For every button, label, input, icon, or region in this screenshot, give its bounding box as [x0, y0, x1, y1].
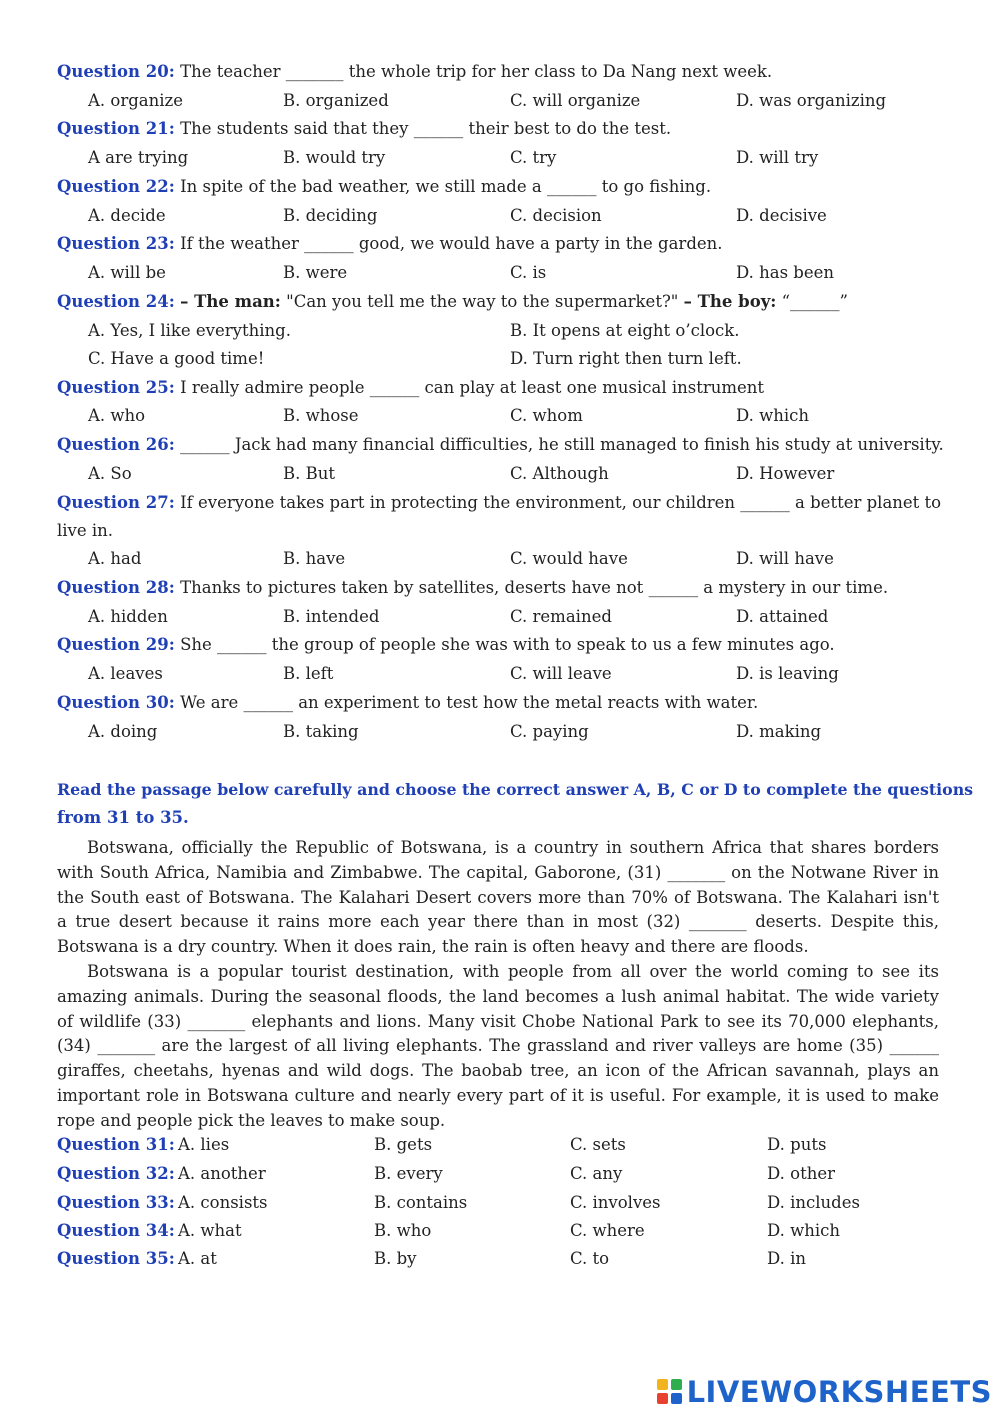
question-29-stem: Question 29: She ______ the group of people she was with to speak to us a few minutes ago. [57, 635, 835, 654]
q24-option-b[interactable]: B. It opens at eight o’clock. [510, 321, 740, 340]
liveworksheets-logo[interactable] [657, 1375, 992, 1409]
q32-option-c[interactable]: C. any [570, 1164, 623, 1183]
q35-option-d[interactable]: D. in [767, 1249, 807, 1268]
q28-option-b[interactable]: B. intended [283, 607, 380, 626]
q24-option-a[interactable]: A. Yes, I like everything. [88, 321, 291, 340]
q20-option-b[interactable]: B. organized [283, 91, 389, 110]
q25-option-c[interactable]: C. whom [510, 406, 583, 425]
q30-option-c[interactable]: C. paying [510, 722, 589, 741]
q28-option-c[interactable]: C. remained [510, 607, 612, 626]
question-30-stem: Question 30: We are ______ an experiment to test how the metal reacts with water. [57, 693, 759, 712]
q20-option-a[interactable]: A. organize [88, 91, 183, 110]
q34-option-d[interactable]: D. which [767, 1221, 841, 1240]
q25-option-a[interactable]: A. who [88, 406, 146, 425]
q28-option-a[interactable]: A. hidden [88, 607, 168, 626]
question-22-stem: Question 22: In spite of the bad weather, we still made a ______ to go fishing. [57, 177, 712, 196]
q30-option-b[interactable]: B. taking [283, 722, 359, 741]
q27-option-d[interactable]: D. will have [736, 549, 834, 568]
q27-option-b[interactable]: B. have [283, 549, 346, 568]
passage-paragraph-1: Botswana, officially the Republic of Botswana, is a country in southern Africa that shares borders with South Africa, Namibia and Zimbabwe. The capital, Gaborone, (31) _______ on the Notwane River in the South east of Botswana. The Kalahari Desert covers more than 70% of Botswana. The Kalahari isn't a true desert because it rains more each year there than in most (32) _______ deserts. Despite this, Botswana is a dry country. When it does rain, the rain is often heavy and there are floods. [57, 838, 939, 957]
q24-option-d[interactable]: D. Turn right then turn left. [510, 349, 742, 368]
reading-instruction: Read the passage below carefully and choose the correct answer A, B, C or D to complete the questions from 31 to 35. [57, 780, 974, 827]
q33-option-d[interactable]: D. includes [767, 1193, 860, 1212]
q35-option-b[interactable]: B. by [374, 1249, 417, 1268]
q29-option-b[interactable]: B. left [283, 664, 334, 683]
question-31-label: Question 31: [57, 1135, 175, 1154]
q31-option-c[interactable]: C. sets [570, 1135, 626, 1154]
q27-option-c[interactable]: C. would have [510, 549, 628, 568]
question-28-stem: Question 28: Thanks to pictures taken by satellites, deserts have not ______ a mystery in our time. [57, 578, 889, 597]
question-35-label: Question 35: [57, 1249, 175, 1268]
q23-option-b[interactable]: B. were [283, 263, 348, 282]
q22-option-a[interactable]: A. decide [88, 206, 166, 225]
question-24-stem: Question 24: – The man: "Can you tell me the way to the supermarket?" – The boy: “______” [57, 292, 848, 311]
q22-option-c[interactable]: C. decision [510, 206, 602, 225]
q33-option-c[interactable]: C. involves [570, 1193, 661, 1212]
q34-option-a[interactable]: A. what [178, 1221, 242, 1240]
question-20-stem: Question 20: The teacher _______ the whole trip for her class to Da Nang next week. [57, 62, 773, 81]
q21-option-a[interactable]: A are trying [88, 148, 189, 167]
q33-option-b[interactable]: B. contains [374, 1193, 468, 1212]
liveworksheets-logo-icon [657, 1379, 683, 1405]
q32-option-d[interactable]: D. other [767, 1164, 835, 1183]
question-21-stem: Question 21: The students said that they ______ their best to do the test. [57, 119, 672, 138]
q24-option-c[interactable]: C. Have a good time! [88, 349, 265, 368]
question-23-stem: Question 23: If the weather ______ good, we would have a party in the garden. [57, 234, 723, 253]
q34-option-c[interactable]: C. where [570, 1221, 645, 1240]
q26-option-b[interactable]: B. But [283, 464, 335, 483]
q26-option-a[interactable]: A. So [88, 464, 132, 483]
q31-option-d[interactable]: D. puts [767, 1135, 827, 1154]
q22-option-b[interactable]: B. deciding [283, 206, 378, 225]
q35-option-a[interactable]: A. at [178, 1249, 217, 1268]
question-27-stem-line2: live in. [57, 521, 114, 540]
q28-option-d[interactable]: D. attained [736, 607, 829, 626]
q29-option-a[interactable]: A. leaves [88, 664, 163, 683]
passage-paragraph-2: Botswana is a popular tourist destination, with people from all over the world coming to see its amazing animals. During the seasonal floods, the land becomes a lush animal habitat. The wide variety of wildlife (33) _______ elephants and lions. Many visit Chobe National Park to see its 70,000 elephants, (34) _______ are the largest of all living elephants. The grassland and river valleys are home (35) ______ giraffes, cheetahs, hyenas and wild dogs. The baobab tree, an icon of the African savannah, plays an important role in Botswana culture and nearly every part of it is useful. For example, it is used to make rope and people pick the leaves to make soup. [57, 962, 939, 1130]
q29-option-c[interactable]: C. will leave [510, 664, 612, 683]
q23-option-c[interactable]: C. is [510, 263, 547, 282]
q32-option-b[interactable]: B. every [374, 1164, 443, 1183]
q29-option-d[interactable]: D. is leaving [736, 664, 839, 683]
q33-option-a[interactable]: A. consists [178, 1193, 268, 1212]
q21-option-c[interactable]: C. try [510, 148, 557, 167]
q32-option-a[interactable]: A. another [178, 1164, 266, 1183]
q25-option-d[interactable]: D. which [736, 406, 810, 425]
q31-option-a[interactable]: A. lies [178, 1135, 230, 1154]
q25-option-b[interactable]: B. whose [283, 406, 359, 425]
question-33-label: Question 33: [57, 1193, 175, 1212]
q30-option-d[interactable]: D. making [736, 722, 822, 741]
q21-option-d[interactable]: D. will try [736, 148, 819, 167]
q34-option-b[interactable]: B. who [374, 1221, 432, 1240]
q31-option-b[interactable]: B. gets [374, 1135, 433, 1154]
q20-option-d[interactable]: D. was organizing [736, 91, 887, 110]
q23-option-d[interactable]: D. has been [736, 263, 835, 282]
q21-option-b[interactable]: B. would try [283, 148, 386, 167]
question-34-label: Question 34: [57, 1221, 175, 1240]
q26-option-d[interactable]: D. However [736, 464, 835, 483]
q20-option-c[interactable]: C. will organize [510, 91, 641, 110]
q30-option-a[interactable]: A. doing [88, 722, 158, 741]
q22-option-d[interactable]: D. decisive [736, 206, 827, 225]
question-25-stem: Question 25: I really admire people ______ can play at least one musical instrument [57, 378, 765, 397]
question-26-stem: Question 26: ______ Jack had many financial difficulties, he still managed to finish his study at university. [57, 435, 944, 454]
q23-option-a[interactable]: A. will be [88, 263, 166, 282]
q35-option-c[interactable]: C. to [570, 1249, 610, 1268]
question-27-stem: Question 27: If everyone takes part in protecting the environment, our children ______ a better planet to [57, 493, 942, 512]
liveworksheets-logo-text: LIVEWORKSHEETS [686, 1375, 992, 1409]
q26-option-c[interactable]: C. Although [510, 464, 609, 483]
question-32-label: Question 32: [57, 1164, 175, 1183]
q27-option-a[interactable]: A. had [88, 549, 142, 568]
